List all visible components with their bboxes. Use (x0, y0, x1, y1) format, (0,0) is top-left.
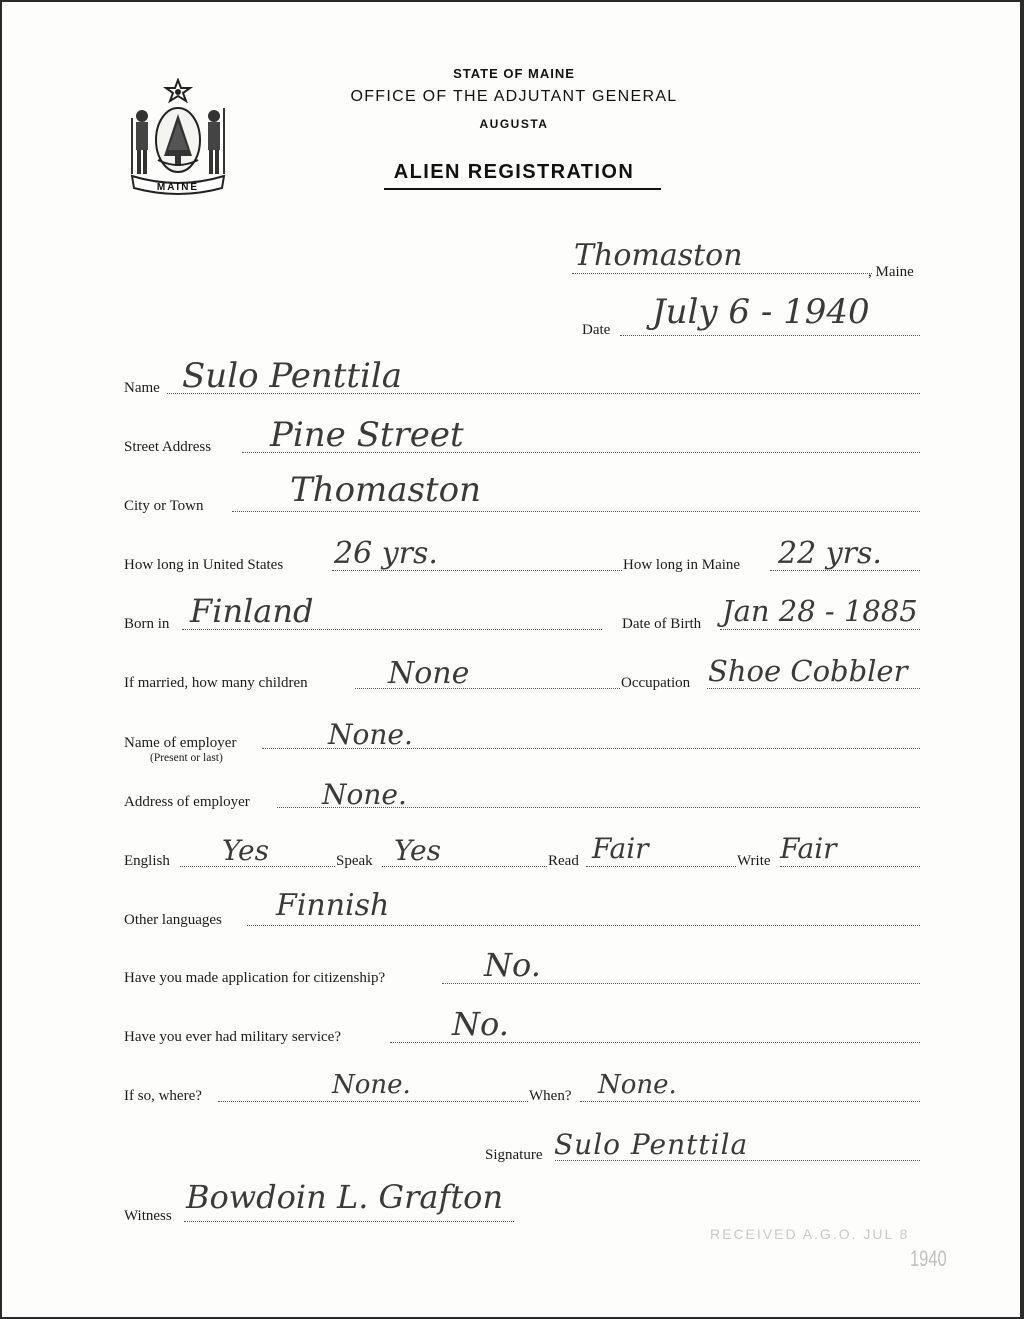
speak-label: Speak (336, 853, 373, 869)
when-value: None. (598, 1070, 677, 1100)
form-title: ALIEN REGISTRATION (393, 161, 635, 183)
city-header: AUGUSTA (479, 117, 549, 131)
years-maine-value: 22 yrs. (778, 536, 882, 571)
date-label: Date (582, 322, 611, 338)
city-label: City or Town (124, 498, 204, 514)
when-dots (580, 1101, 920, 1102)
occupation-value: Shoe Cobbler (708, 654, 908, 688)
english-value: Yes (222, 834, 269, 867)
military-value: No. (452, 1005, 509, 1043)
write-value: Fair (780, 832, 837, 865)
employer-sublabel: (Present or last) (150, 752, 223, 764)
employer-address-value: None. (322, 778, 407, 811)
years-us-value: 26 yrs. (334, 536, 438, 571)
children-value: None (388, 656, 470, 691)
witness-value: Bowdoin L. Grafton (186, 1178, 504, 1216)
occupation-label: Occupation (621, 675, 691, 691)
date-value: July 6 - 1940 (652, 292, 870, 332)
city-value: Thomaston (290, 470, 482, 510)
where-value: None. (332, 1070, 411, 1100)
occupation-dots (707, 688, 920, 689)
city-dots (232, 511, 920, 512)
street-label: Street Address (124, 439, 212, 455)
employer-label: Name of employer (124, 735, 237, 751)
received-stamp-year: 1940 (910, 1246, 947, 1271)
date-dots (620, 335, 920, 336)
other-languages-label: Other languages (124, 912, 222, 928)
other-languages-dots (247, 925, 920, 926)
where-label: If so, where? (124, 1088, 202, 1104)
write-dots (780, 866, 920, 867)
employer-address-label: Address of employer (124, 794, 250, 810)
birth-date-value: Jan 28 - 1885 (722, 594, 918, 628)
name-value: Sulo Penttila (182, 356, 403, 396)
place-value: Thomaston (574, 238, 743, 273)
birth-date-dots (720, 629, 920, 630)
born-in-label: Born in (124, 616, 170, 632)
write-label: Write (737, 853, 771, 869)
read-label: Read (548, 853, 579, 869)
birth-date-label: Date of Birth (622, 616, 702, 632)
speak-value: Yes (394, 834, 441, 867)
employer-value: None. (328, 718, 413, 751)
read-value: Fair (592, 832, 649, 865)
citizenship-value: No. (484, 946, 541, 984)
registration-form (2, 2, 1020, 1317)
office-header: OFFICE OF THE ADJUTANT GENERAL (350, 88, 678, 105)
signature-label: Signature (485, 1147, 543, 1163)
born-in-value: Finland (190, 592, 314, 630)
witness-dots (184, 1221, 514, 1222)
years-us-label: How long in United States (124, 557, 284, 573)
place-suffix: , Maine (868, 264, 914, 280)
military-label: Have you ever had military service? (124, 1029, 341, 1045)
title-underline (384, 188, 661, 190)
children-label: If married, how many children (124, 675, 308, 691)
witness-label: Witness (124, 1208, 172, 1224)
read-dots (586, 866, 736, 867)
place-dots (572, 273, 872, 274)
where-dots (218, 1101, 528, 1102)
citizenship-label: Have you made application for citizenship? (124, 970, 386, 986)
received-stamp: RECEIVED A.G.O. JUL 8 (710, 1226, 910, 1242)
years-maine-label: How long in Maine (623, 557, 741, 573)
english-label: English (124, 853, 170, 869)
seal-text: MAINE (156, 182, 200, 193)
street-value: Pine Street (270, 415, 464, 455)
other-languages-value: Finnish (276, 888, 390, 923)
state-header: STATE OF MAINE (453, 66, 575, 81)
name-label: Name (124, 380, 160, 396)
signature-value: Sulo Penttila (554, 1128, 749, 1161)
when-label: When? (529, 1088, 572, 1104)
